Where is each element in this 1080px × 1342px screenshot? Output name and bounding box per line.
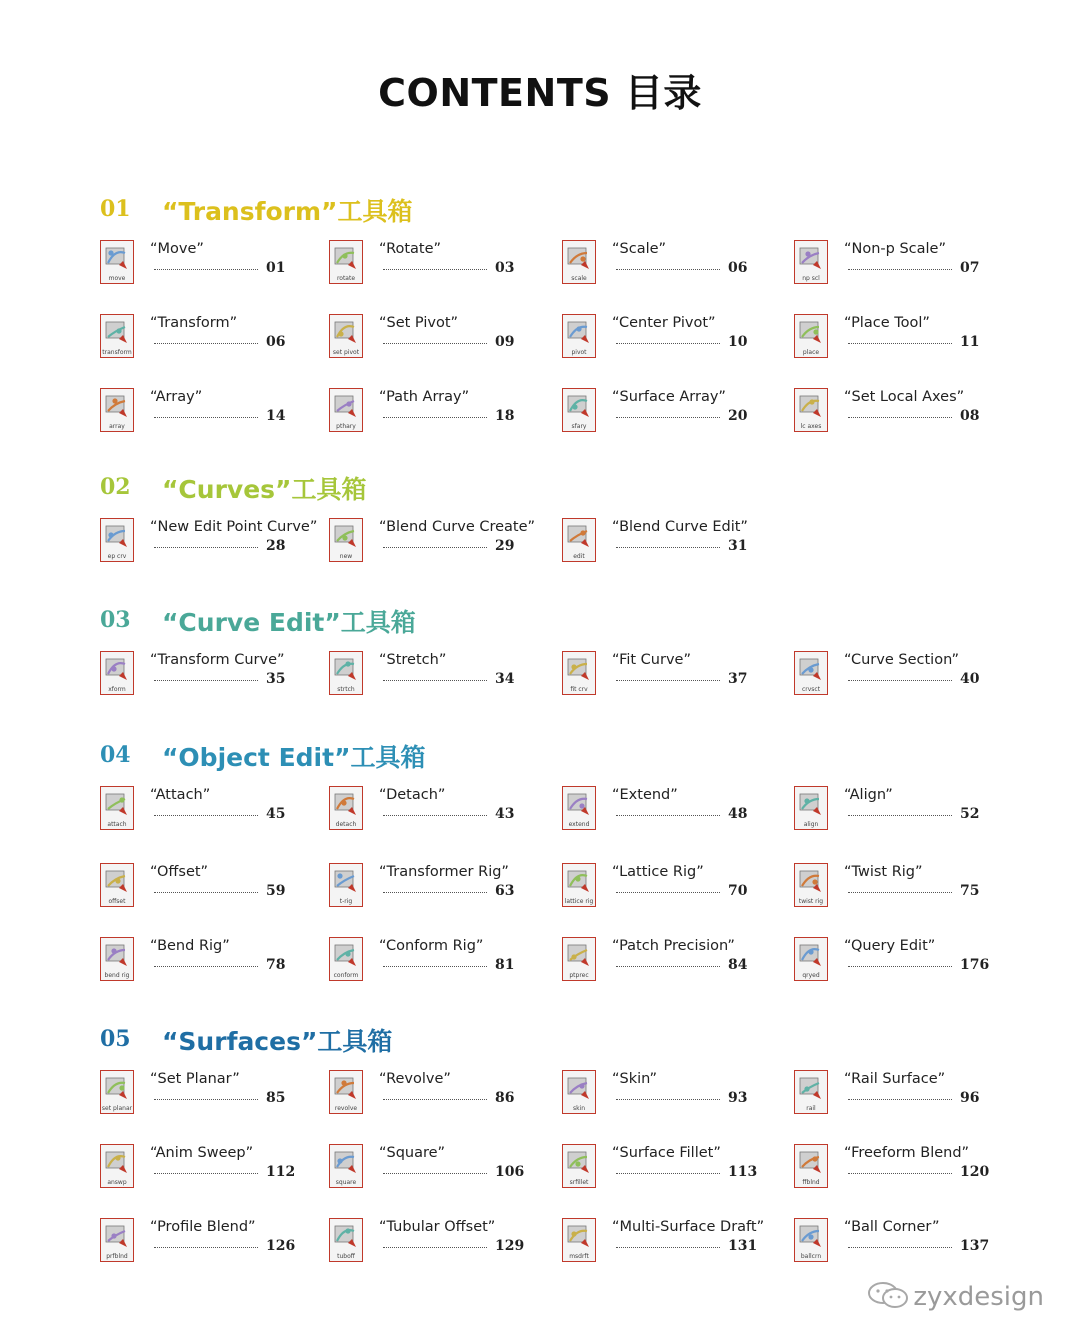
stretch-icon: [329, 651, 363, 695]
section-title: “Surfaces”工具箱: [162, 1027, 393, 1056]
surface-array-icon: [562, 388, 596, 432]
entry-label: “Query Edit”: [844, 938, 936, 954]
icon-caption: crvsct: [801, 686, 821, 693]
dot-leader: [154, 269, 258, 270]
bend-rig-icon: [100, 937, 134, 981]
toc-entry[interactable]: [562, 1070, 782, 1118]
toc-entry[interactable]: [794, 1144, 1014, 1192]
anim-sweep-icon: [100, 1144, 134, 1188]
lattice-rig-icon: [562, 863, 596, 907]
entry-label: “Lattice Rig”: [612, 864, 704, 880]
page-number: 70: [728, 883, 748, 899]
dot-leader: [383, 343, 487, 344]
page-number: 37: [728, 671, 748, 687]
icon-caption: set pivot: [332, 349, 360, 356]
wechat-icon: [866, 1280, 912, 1310]
entry-label: “Profile Blend”: [150, 1219, 256, 1235]
dot-leader: [154, 1099, 258, 1100]
page-number: 20: [728, 408, 748, 424]
icon-caption: extend: [568, 821, 590, 828]
entry-label: “Transformer Rig”: [379, 864, 509, 880]
nonp-scale-icon: [794, 240, 828, 284]
dot-leader: [848, 815, 952, 816]
icon-caption: sfary: [571, 423, 587, 430]
page-number: 40: [960, 671, 980, 687]
entry-label: “Move”: [150, 241, 204, 257]
page-number: 120: [960, 1164, 990, 1180]
entry-label: “Detach”: [379, 787, 446, 803]
page-number: 14: [266, 408, 286, 424]
scale-icon: [562, 240, 596, 284]
icon-caption: align: [803, 821, 819, 828]
dot-leader: [616, 547, 720, 548]
entry-label: “Multi-Surface Draft”: [612, 1219, 765, 1235]
dot-leader: [154, 815, 258, 816]
dot-leader: [383, 1173, 487, 1174]
toc-entry[interactable]: [329, 1070, 549, 1118]
toc-entry[interactable]: [794, 651, 1014, 699]
page-number: 43: [495, 806, 515, 822]
dot-leader: [616, 815, 720, 816]
dot-leader: [848, 343, 952, 344]
section-title: “Curves”工具箱: [162, 475, 367, 504]
dot-leader: [383, 815, 487, 816]
icon-caption: lattice rig: [564, 898, 594, 905]
entry-label: “Revolve”: [379, 1071, 451, 1087]
square-icon: [329, 1144, 363, 1188]
dot-leader: [154, 343, 258, 344]
toc-entry[interactable]: [100, 1144, 320, 1192]
dot-leader: [616, 269, 720, 270]
toc-entry[interactable]: [794, 240, 1014, 288]
icon-caption: pivot: [571, 349, 587, 356]
toc-entry[interactable]: [794, 388, 1014, 436]
icon-caption: answp: [107, 1179, 127, 1186]
toc-entry[interactable]: [100, 240, 320, 288]
section-number: 05: [100, 1026, 131, 1052]
toc-entry[interactable]: [562, 1218, 782, 1266]
dot-leader: [848, 1099, 952, 1100]
icon-caption: offset: [108, 898, 126, 905]
dot-leader: [383, 966, 487, 967]
curve-section-icon: [794, 651, 828, 695]
icon-caption: conform: [333, 972, 359, 979]
dot-leader: [616, 1173, 720, 1174]
page-number: 85: [266, 1090, 286, 1106]
entry-label: “Bend Rig”: [150, 938, 230, 954]
dot-leader: [383, 417, 487, 418]
watermark: zyxdesign: [913, 1282, 1044, 1312]
dot-leader: [848, 269, 952, 270]
place-tool-icon: [794, 314, 828, 358]
profile-blend-icon: [100, 1218, 134, 1262]
toc-entry[interactable]: [100, 1218, 320, 1266]
toc-entry[interactable]: [329, 863, 549, 911]
multi-surface-draft-icon: [562, 1218, 596, 1262]
page-number: 18: [495, 408, 515, 424]
align-icon: [794, 786, 828, 830]
dot-leader: [616, 966, 720, 967]
transform-icon: [100, 314, 134, 358]
section-number: 02: [100, 474, 131, 500]
page-number: 10: [728, 334, 748, 350]
entry-label: “Twist Rig”: [844, 864, 923, 880]
attach-icon: [100, 786, 134, 830]
dot-leader: [154, 417, 258, 418]
entry-label: “Ball Corner”: [844, 1219, 940, 1235]
dot-leader: [848, 892, 952, 893]
page-number: 09: [495, 334, 515, 350]
icon-caption: array: [109, 423, 125, 430]
conform-rig-icon: [329, 937, 363, 981]
entry-label: “Conform Rig”: [379, 938, 484, 954]
toc-entry[interactable]: [562, 863, 782, 911]
page-number: 07: [960, 260, 980, 276]
section-number: 04: [100, 742, 131, 768]
detach-icon: [329, 786, 363, 830]
path-array-icon: [329, 388, 363, 432]
toc-entry[interactable]: [100, 863, 320, 911]
page-number: 29: [495, 538, 515, 554]
extend-icon: [562, 786, 596, 830]
entry-label: “Offset”: [150, 864, 209, 880]
entry-label: “Path Array”: [379, 389, 470, 405]
toc-entry[interactable]: [329, 388, 549, 436]
entry-label: “Transform Curve”: [150, 652, 285, 668]
icon-caption: fit crv: [570, 686, 588, 693]
entry-label: “Blend Curve Create”: [379, 519, 536, 535]
entry-label: “Attach”: [150, 787, 211, 803]
section-title: “Curve Edit”工具箱: [162, 608, 416, 637]
page-number: 93: [728, 1090, 748, 1106]
toc-entry[interactable]: [329, 1218, 549, 1266]
tubular-offset-icon: [329, 1218, 363, 1262]
entry-label: “Set Planar”: [150, 1071, 240, 1087]
entry-label: “Scale”: [612, 241, 667, 257]
page-number: 03: [495, 260, 515, 276]
toc-entry[interactable]: [100, 786, 320, 834]
skin-icon: [562, 1070, 596, 1114]
toc-entry[interactable]: [562, 786, 782, 834]
edit-point-curve-icon: [100, 518, 134, 562]
page-number: 112: [266, 1164, 296, 1180]
page-number: 59: [266, 883, 286, 899]
toc-entry[interactable]: [100, 388, 320, 436]
icon-caption: t-rig: [339, 898, 353, 905]
toc-entry[interactable]: [100, 1070, 320, 1118]
toc-entry[interactable]: [562, 937, 782, 985]
icon-caption: place: [802, 349, 820, 356]
page-number: 106: [495, 1164, 525, 1180]
entry-label: “Array”: [150, 389, 203, 405]
page-number: 96: [960, 1090, 980, 1106]
icon-caption: scale: [571, 275, 587, 282]
dot-leader: [154, 966, 258, 967]
dot-leader: [154, 680, 258, 681]
page-number: 81: [495, 957, 515, 973]
entry-label: “Transform”: [150, 315, 238, 331]
rail-surface-icon: [794, 1070, 828, 1114]
icon-caption: detach: [335, 821, 357, 828]
icon-caption: square: [335, 1179, 357, 1186]
patch-precision-icon: [562, 937, 596, 981]
blend-curve-create-icon: [329, 518, 363, 562]
entry-label: “Skin”: [612, 1071, 658, 1087]
entry-label: “Rail Surface”: [844, 1071, 946, 1087]
entry-label: “Extend”: [612, 787, 678, 803]
icon-caption: revolve: [334, 1105, 358, 1112]
dot-leader: [848, 966, 952, 967]
ball-corner-icon: [794, 1218, 828, 1262]
icon-caption: qryed: [802, 972, 820, 979]
toc-entry[interactable]: [794, 786, 1014, 834]
entry-label: “Fit Curve”: [612, 652, 691, 668]
dot-leader: [154, 1247, 258, 1248]
entry-label: “Align”: [844, 787, 893, 803]
toc-entry[interactable]: [100, 937, 320, 985]
dot-leader: [848, 1247, 952, 1248]
page-number: 86: [495, 1090, 515, 1106]
toc-entry[interactable]: [794, 1218, 1014, 1266]
toc-entry[interactable]: [100, 314, 320, 362]
toc-entry[interactable]: [329, 937, 549, 985]
page-number: 84: [728, 957, 748, 973]
dot-leader: [383, 892, 487, 893]
page-number: 126: [266, 1238, 296, 1254]
page-number: 137: [960, 1238, 990, 1254]
array-icon: [100, 388, 134, 432]
entry-label: “Curve Section”: [844, 652, 959, 668]
dot-leader: [848, 417, 952, 418]
icon-caption: ptprec: [569, 972, 589, 979]
entry-label: “Anim Sweep”: [150, 1145, 254, 1161]
center-pivot-icon: [562, 314, 596, 358]
dot-leader: [383, 269, 487, 270]
page-number: 63: [495, 883, 515, 899]
twist-rig-icon: [794, 863, 828, 907]
dot-leader: [616, 1099, 720, 1100]
dot-leader: [848, 680, 952, 681]
transformer-rig-icon: [329, 863, 363, 907]
icon-caption: strtch: [337, 686, 355, 693]
icon-caption: transform: [102, 349, 132, 356]
page-number: 176: [960, 957, 990, 973]
page-title: CONTENTS 目录: [378, 71, 702, 115]
icon-caption: xform: [108, 686, 126, 693]
section-number: 01: [100, 196, 131, 222]
toc-entry[interactable]: [562, 518, 782, 566]
dot-leader: [616, 417, 720, 418]
dot-leader: [383, 1247, 487, 1248]
fit-curve-icon: [562, 651, 596, 695]
page-number: 11: [960, 334, 980, 350]
dot-leader: [383, 1099, 487, 1100]
entry-label: “Surface Array”: [612, 389, 726, 405]
set-planar-icon: [100, 1070, 134, 1114]
entry-label: “Tubular Offset”: [379, 1219, 496, 1235]
icon-caption: new: [339, 553, 353, 560]
icon-caption: srfillet: [569, 1179, 589, 1186]
dot-leader: [616, 1247, 720, 1248]
revolve-icon: [329, 1070, 363, 1114]
dot-leader: [154, 1173, 258, 1174]
entry-label: “Stretch”: [379, 652, 447, 668]
page-number: 31: [728, 538, 748, 554]
icon-caption: np scl: [802, 275, 820, 282]
icon-caption: tuboff: [337, 1253, 355, 1260]
icon-caption: msdrft: [569, 1253, 589, 1260]
blend-curve-edit-icon: [562, 518, 596, 562]
page-number: 78: [266, 957, 286, 973]
toc-entry[interactable]: [329, 786, 549, 834]
dot-leader: [154, 547, 258, 548]
page-number: 06: [266, 334, 286, 350]
page-number: 52: [960, 806, 980, 822]
icon-caption: ep crv: [107, 553, 127, 560]
icon-caption: lc axes: [800, 423, 822, 430]
icon-caption: twist rig: [798, 898, 824, 905]
page-number: 113: [728, 1164, 758, 1180]
page-number: 34: [495, 671, 515, 687]
dot-leader: [848, 1173, 952, 1174]
icon-caption: move: [108, 275, 126, 282]
toc-entry[interactable]: [562, 314, 782, 362]
icon-caption: edit: [573, 553, 585, 560]
toc-entry[interactable]: [100, 651, 320, 699]
dot-leader: [383, 680, 487, 681]
toc-entry[interactable]: [329, 314, 549, 362]
toc-entry[interactable]: [562, 240, 782, 288]
icon-caption: rotate: [336, 275, 356, 282]
page-number: 35: [266, 671, 286, 687]
icon-caption: pthary: [336, 423, 356, 430]
dot-leader: [616, 680, 720, 681]
icon-caption: skin: [572, 1105, 586, 1112]
dot-leader: [616, 343, 720, 344]
toc-entry[interactable]: [329, 518, 549, 566]
section-title: “Transform”工具箱: [162, 197, 413, 226]
section-number: 03: [100, 607, 131, 633]
dot-leader: [616, 892, 720, 893]
set-pivot-icon: [329, 314, 363, 358]
entry-label: “Center Pivot”: [612, 315, 716, 331]
surface-fillet-icon: [562, 1144, 596, 1188]
dot-leader: [154, 892, 258, 893]
entry-label: “Surface Fillet”: [612, 1145, 721, 1161]
entry-label: “Freeform Blend”: [844, 1145, 970, 1161]
icon-caption: ffblnd: [802, 1179, 820, 1186]
rotate-icon: [329, 240, 363, 284]
transform-curve-icon: [100, 651, 134, 695]
query-edit-icon: [794, 937, 828, 981]
toc-entry[interactable]: [329, 651, 549, 699]
icon-caption: ballcrn: [800, 1253, 822, 1260]
move-icon: [100, 240, 134, 284]
icon-caption: set planar: [101, 1105, 133, 1112]
page-number: 131: [728, 1238, 758, 1254]
page-number: 48: [728, 806, 748, 822]
entry-label: “Square”: [379, 1145, 446, 1161]
toc-entry[interactable]: [794, 937, 1014, 985]
entry-label: “Rotate”: [379, 241, 442, 257]
entry-label: “Set Local Axes”: [844, 389, 965, 405]
toc-entry[interactable]: [562, 388, 782, 436]
icon-caption: attach: [107, 821, 127, 828]
icon-caption: rail: [806, 1105, 816, 1112]
toc-entry[interactable]: [100, 518, 320, 566]
toc-entry[interactable]: [562, 1144, 782, 1192]
entry-label: “Blend Curve Edit”: [612, 519, 748, 535]
toc-entry[interactable]: [329, 1144, 549, 1192]
page-number: 28: [266, 538, 286, 554]
toc-entry[interactable]: [329, 240, 549, 288]
page-number: 75: [960, 883, 980, 899]
section-title: “Object Edit”工具箱: [162, 743, 426, 772]
page-number: 08: [960, 408, 980, 424]
freeform-blend-icon: [794, 1144, 828, 1188]
dot-leader: [383, 547, 487, 548]
page-number: 45: [266, 806, 286, 822]
local-axes-icon: [794, 388, 828, 432]
offset-icon: [100, 863, 134, 907]
entry-label: “Patch Precision”: [612, 938, 735, 954]
toc-entry[interactable]: [794, 863, 1014, 911]
entry-label: “Place Tool”: [844, 315, 930, 331]
icon-caption: bend rig: [104, 972, 130, 979]
entry-label: “New Edit Point Curve”: [150, 519, 318, 535]
toc-entry[interactable]: [794, 1070, 1014, 1118]
toc-entry[interactable]: [794, 314, 1014, 362]
page-number: 06: [728, 260, 748, 276]
icon-caption: prfblnd: [106, 1253, 128, 1260]
page-number: 01: [266, 260, 286, 276]
page-number: 129: [495, 1238, 525, 1254]
toc-entry[interactable]: [562, 651, 782, 699]
entry-label: “Non-p Scale”: [844, 241, 946, 257]
entry-label: “Set Pivot”: [379, 315, 459, 331]
